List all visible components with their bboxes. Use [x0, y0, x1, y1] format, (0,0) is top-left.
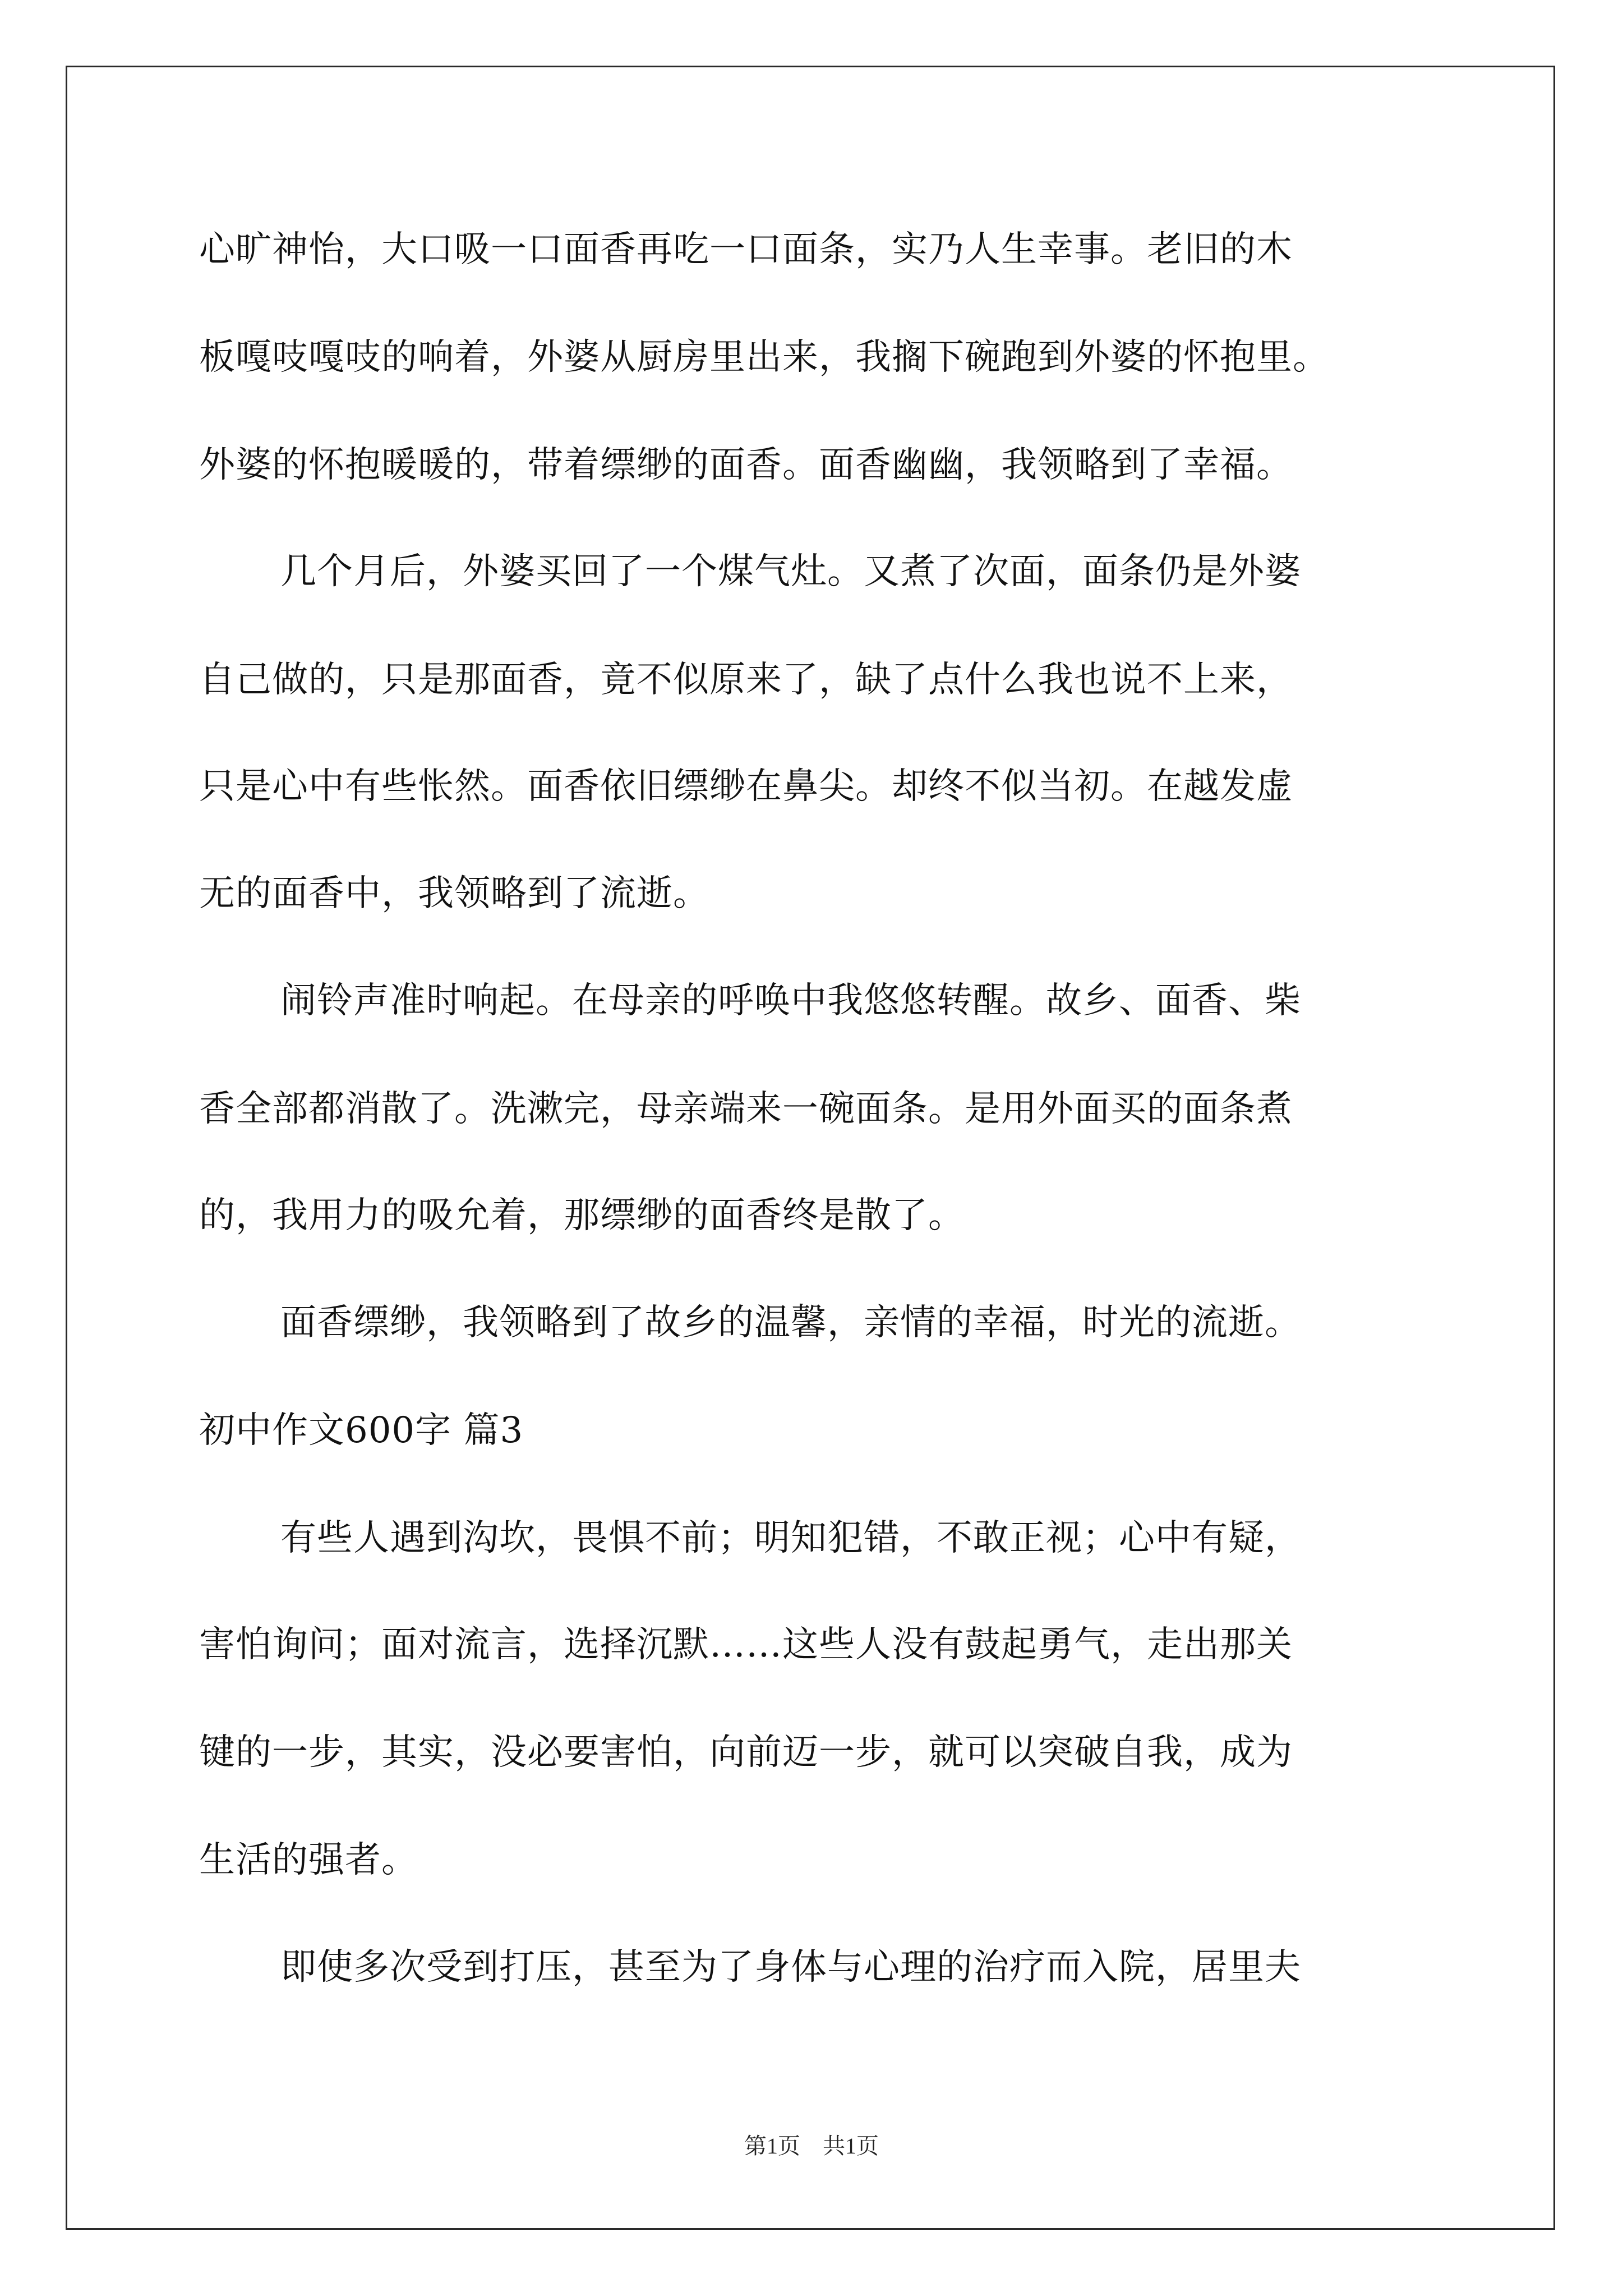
text-line: 只是心中有些怅然。面香依旧缥缈在鼻尖。却终不似当初。在越发虚	[199, 766, 1293, 807]
paragraph-start-line: 面香缥缈，我领略到了故乡的温馨，亲情的幸福，时光的流逝。	[280, 1302, 1301, 1343]
paragraph-start-line: 几个月后，外婆买回了一个煤气灶。又煮了次面，面条仍是外婆	[280, 551, 1301, 592]
text-line: 香全部都消散了。洗漱完，母亲端来一碗面条。是用外面买的面条煮	[199, 1088, 1293, 1130]
text-line: 无的面香中，我领略到了流逝。	[199, 873, 709, 914]
text-line: 外婆的怀抱暖暖的，带着缥缈的面香。面香幽幽，我领略到了幸福。	[199, 444, 1293, 486]
text-line: 害怕询问；面对流言，选择沉默……这些人没有鼓起勇气，走出那关	[199, 1624, 1293, 1665]
text-line: 心旷神怡，大口吸一口面香再吃一口面条，实乃人生幸事。老旧的木	[199, 229, 1293, 270]
text-line: 自己做的，只是那面香，竟不似原来了，缺了点什么我也说不上来，	[199, 659, 1293, 701]
page-number-footer: 第1页 共1页	[744, 2133, 879, 2159]
text-line: 键的一步，其实，没必要害怕，向前迈一步，就可以突破自我，成为	[199, 1732, 1293, 1773]
paragraph-start-line: 即使多次受到打压，甚至为了身体与心理的治疗而入院，居里夫	[280, 1947, 1301, 1988]
section-heading: 初中作文600字 篇3	[199, 1410, 524, 1451]
page-border	[66, 66, 1555, 2230]
text-line: 板嘎吱嘎吱的响着，外婆从厨房里出来，我搁下碗跑到外婆的怀抱里。	[199, 337, 1329, 378]
text-line: 的，我用力的吸允着，那缥缈的面香终是散了。	[199, 1195, 965, 1236]
paragraph-start-line: 闹铃声准时响起。在母亲的呼唤中我悠悠转醒。故乡、面香、柴	[280, 980, 1301, 1022]
paragraph-start-line: 有些人遇到沟坎，畏惧不前；明知犯错，不敢正视；心中有疑，	[280, 1517, 1301, 1559]
text-line: 生活的强者。	[199, 1839, 418, 1881]
